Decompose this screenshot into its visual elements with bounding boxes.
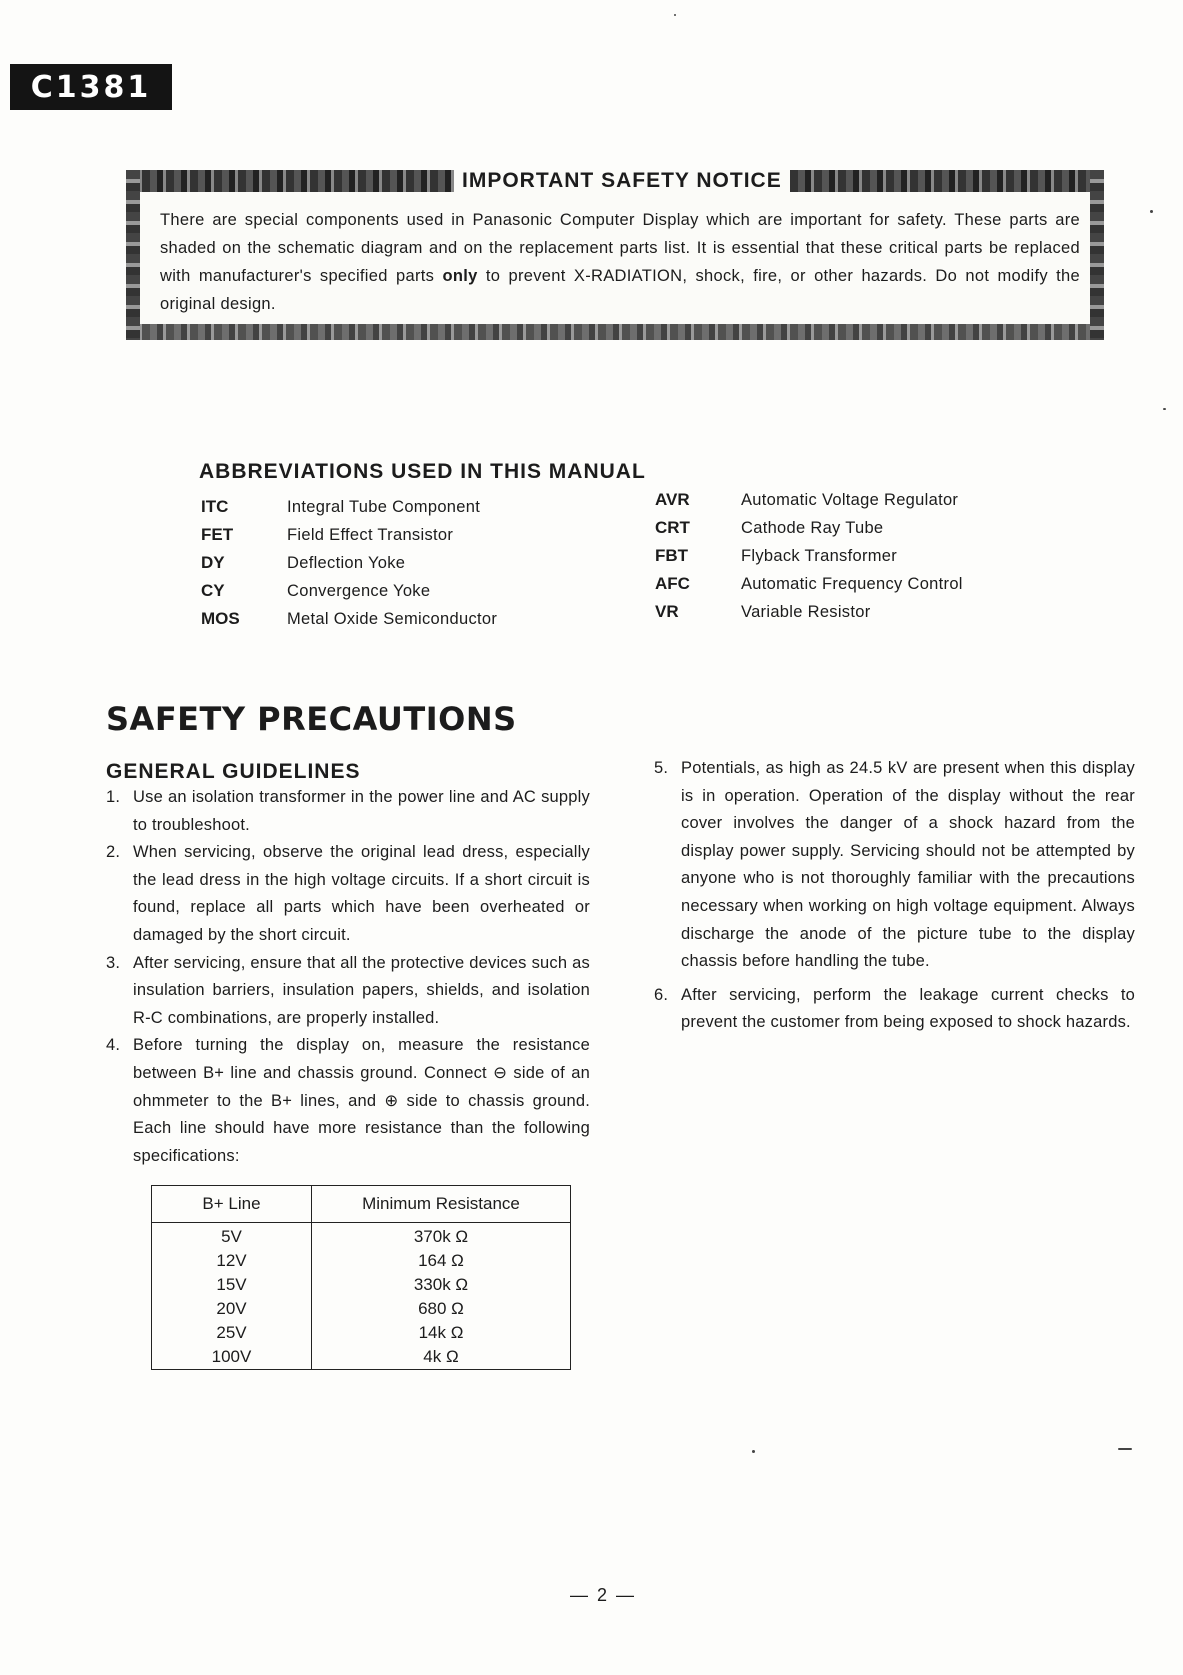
abbreviation-description: Convergence Yoke <box>287 581 431 600</box>
resistance-table <box>151 1185 571 1370</box>
abbreviation-code: ITC <box>201 497 229 516</box>
notice-text-before: There are special components used in Panasonic Computer Display which are important for safety. These parts are shaded on the schematic diagram and on the replacement parts list. It is essential that these critical parts be replaced with manufacturer's specified parts <box>160 211 1080 285</box>
abbreviation-description: Variable Resistor <box>741 602 871 621</box>
abbreviation-row <box>201 577 641 605</box>
abbreviations-left-column <box>201 493 641 633</box>
abbreviation-description: Metal Oxide Semiconductor <box>287 609 498 628</box>
model-label: C1381 <box>10 64 172 110</box>
general-guidelines-heading: GENERAL GUIDELINES <box>106 760 361 783</box>
table-cell-resistance: 680 Ω <box>418 1299 464 1318</box>
guideline-item <box>654 755 1135 976</box>
table-cell-bline: 5V <box>152 1223 312 1250</box>
guidelines-list-left <box>106 784 590 1170</box>
abbreviation-row <box>201 549 641 577</box>
abbreviation-description: Automatic Frequency Control <box>741 574 963 593</box>
guideline-text: When servicing, observe the original lead dress, especially the lead dress in the high voltage circuits. If a short circuit is found, replace all parts which have been overheated or damaged by the short circuit. <box>133 843 590 944</box>
page-number: — 2 — <box>570 1585 637 1605</box>
table-row <box>152 1345 571 1370</box>
guideline-text: Before turning the display on, measure the resistance between B+ line and chassis ground. Connect ⊖ side of an ohmmeter to the B+ lines, and ⊕ side to chassis ground. Each line should have more resistance than the following specifications: <box>133 1036 590 1165</box>
table-cell-resistance: 4k Ω <box>423 1347 459 1366</box>
table-header-bline: B+ Line <box>152 1186 312 1223</box>
safety-notice-box <box>126 170 1104 340</box>
abbreviation-code: CY <box>201 581 225 600</box>
abbreviations-right-column <box>655 486 1095 626</box>
table-cell-bline: 100V <box>152 1345 312 1370</box>
guideline-number: 3. <box>106 953 121 972</box>
table-cell-bline: 15V <box>152 1273 312 1297</box>
table-row <box>152 1273 571 1297</box>
abbreviation-row <box>655 514 1095 542</box>
guideline-item <box>654 982 1135 1037</box>
table-cell-bline: 25V <box>152 1321 312 1345</box>
guideline-item <box>106 839 590 949</box>
abbreviation-code: AFC <box>655 574 690 593</box>
abbreviation-row <box>655 598 1095 626</box>
notice-text <box>160 206 1080 318</box>
table-cell-bline: 12V <box>152 1249 312 1273</box>
scan-speck <box>1163 408 1166 410</box>
table-row <box>152 1321 571 1345</box>
abbreviation-code: DY <box>201 553 225 572</box>
abbreviation-description: Integral Tube Component <box>287 497 481 516</box>
abbreviation-code: MOS <box>201 609 240 628</box>
abbreviation-row <box>655 486 1095 514</box>
guideline-item <box>106 784 590 839</box>
abbreviation-code: CRT <box>655 518 690 537</box>
guideline-number: 6. <box>654 985 669 1004</box>
scan-speck <box>1150 210 1153 213</box>
guideline-number: 5. <box>654 759 669 777</box>
abbreviation-description: Automatic Voltage Regulator <box>741 490 959 509</box>
guideline-number: 1. <box>106 788 121 806</box>
abbreviations-title: ABBREVIATIONS USED IN THIS MANUAL <box>199 460 646 483</box>
table-cell-resistance: 164 Ω <box>418 1251 464 1270</box>
notice-title: IMPORTANT SAFETY NOTICE <box>454 170 790 192</box>
scan-speck <box>752 1450 755 1453</box>
table-cell-resistance: 330k Ω <box>413 1275 469 1294</box>
abbreviation-description: Deflection Yoke <box>287 553 406 572</box>
abbreviation-description: Flyback Transformer <box>741 546 898 565</box>
guideline-item <box>106 1032 590 1170</box>
table-row <box>152 1249 571 1273</box>
scan-speck <box>674 14 676 16</box>
abbreviation-code: VR <box>655 602 679 621</box>
notice-frame-right <box>1090 170 1104 340</box>
abbreviation-row <box>655 570 1095 598</box>
abbreviation-description: Cathode Ray Tube <box>741 518 884 537</box>
scan-speck <box>1118 1448 1132 1450</box>
abbreviation-row <box>201 493 641 521</box>
table-cell-bline: 20V <box>152 1297 312 1321</box>
abbreviation-row <box>655 542 1095 570</box>
notice-frame-bottom <box>126 324 1104 340</box>
notice-text-bold: only <box>442 267 478 285</box>
guideline-number: 2. <box>106 843 121 862</box>
guideline-number: 4. <box>106 1036 121 1055</box>
table-row <box>152 1223 571 1250</box>
table-cell-resistance: 370k Ω <box>413 1227 469 1246</box>
abbreviation-code: FET <box>201 525 234 544</box>
table-row <box>152 1297 571 1321</box>
guideline-text: Potentials, as high as 24.5 kV are present when this display is in operation. Operation of the display without the rear cover involves the danger of a shock hazard from the display power supply. Servicing should not be attempted by anyone who is not thoroughly familiar with the precautions necessary when working on high voltage equipment. Always discharge the anode of the picture tube to the display chassis before handling the tube. <box>681 759 1135 971</box>
notice-frame-left <box>126 170 140 340</box>
table-header-row <box>152 1186 571 1223</box>
abbreviation-row <box>201 521 641 549</box>
abbreviation-row <box>201 605 641 633</box>
notice-text-after: to prevent X-RADIATION, shock, fire, or other hazards. Do not modify the original design. <box>160 267 1081 313</box>
guidelines-list-right <box>654 755 1135 1037</box>
safety-precautions-heading: SAFETY PRECAUTIONS <box>106 700 517 738</box>
guideline-item <box>106 950 590 1033</box>
guideline-text: Use an isolation transformer in the power line and AC supply to troubleshoot. <box>133 788 590 834</box>
table-header-resistance: Minimum Resistance <box>312 1186 571 1223</box>
guideline-text: After servicing, perform the leakage current checks to prevent the customer from being exposed to shock hazards. <box>681 985 1135 1032</box>
abbreviation-code: AVR <box>655 490 690 509</box>
guideline-text: After servicing, ensure that all the protective devices such as insulation barriers, insulation papers, shields, and isolation R-C combinations, are properly installed. <box>133 953 590 1027</box>
abbreviation-description: Field Effect Transistor <box>287 525 454 544</box>
abbreviation-code: FBT <box>655 546 689 565</box>
table-cell-resistance: 14k Ω <box>418 1323 464 1342</box>
